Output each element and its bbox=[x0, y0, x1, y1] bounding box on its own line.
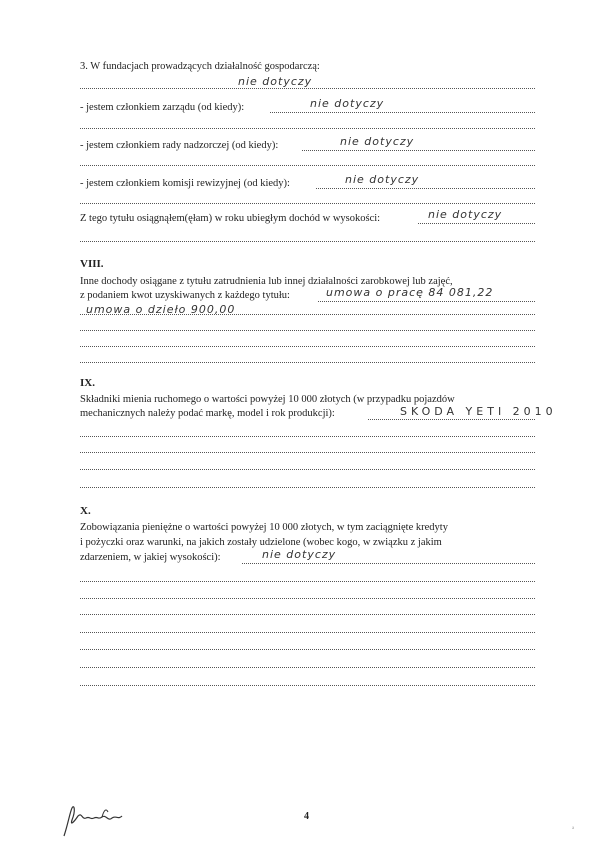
section8-line1: Inne dochody osiągane z tytułu zatrudnienia lub innej działalności zarobkowej lub zajęć, bbox=[80, 276, 453, 287]
dotted-line bbox=[80, 165, 535, 166]
supervisory-board-leader bbox=[302, 150, 535, 151]
section9-answer: SKODA YETI 2010 bbox=[400, 405, 557, 418]
section10-leader bbox=[242, 563, 535, 564]
dotted-line bbox=[80, 614, 535, 615]
dotted-line bbox=[80, 649, 535, 650]
board-member-label: - jestem członkiem zarządu (od kiedy): bbox=[80, 102, 245, 113]
board-member-leader bbox=[270, 112, 535, 113]
income-answer: nie dotyczy bbox=[428, 208, 503, 221]
section3-title: 3. W fundacjach prowadzących działalność gospodarczą: bbox=[80, 61, 320, 72]
section8-heading: VIII. bbox=[80, 258, 104, 270]
dotted-line bbox=[80, 685, 535, 686]
dotted-line bbox=[80, 598, 535, 599]
income-label: Z tego tytułu osiągnąłem(ęłam) w roku ubiegłym dochód w wysokości: bbox=[80, 213, 381, 224]
audit-committee-label: - jestem członkiem komisji rewizyjnej (od kiedy): bbox=[80, 178, 290, 189]
section8-answer2: umowa o dzieło 900,00 bbox=[86, 303, 236, 316]
section9-heading: IX. bbox=[80, 377, 95, 389]
section10-heading: X. bbox=[80, 505, 91, 517]
section8-leader bbox=[318, 301, 535, 302]
dotted-line bbox=[80, 436, 535, 437]
page-number: 4 bbox=[304, 811, 309, 822]
supervisory-board-label: - jestem członkiem rady nadzorczej (od kiedy): bbox=[80, 140, 279, 151]
dotted-line bbox=[80, 128, 535, 129]
section8-line2: z podaniem kwot uzyskiwanych z każdego tytułu: bbox=[80, 290, 290, 301]
dotted-line bbox=[80, 314, 535, 315]
section10-line1: Zobowiązania pieniężne o wartości powyżej 10 000 złotych, w tym zaciągnięte kredyty bbox=[80, 522, 448, 533]
section9-leader bbox=[368, 419, 535, 420]
section10-answer: nie dotyczy bbox=[262, 548, 337, 561]
audit-committee-leader bbox=[316, 188, 535, 189]
income-leader bbox=[418, 223, 535, 224]
section3-title-answer: nie dotyczy bbox=[238, 75, 313, 88]
dotted-line bbox=[80, 203, 535, 204]
dotted-line bbox=[80, 581, 535, 582]
section10-line2: i pożyczki oraz warunki, na jakich zostały udzielone (wobec kogo, w związku z jakim bbox=[80, 537, 442, 548]
dotted-line bbox=[80, 241, 535, 242]
scan-mark: ᵃ bbox=[572, 824, 575, 833]
dotted-line bbox=[80, 632, 535, 633]
dotted-line bbox=[80, 469, 535, 470]
section9-line2: mechanicznych należy podać markę, model i rok produkcji): bbox=[80, 408, 335, 419]
dotted-line bbox=[80, 362, 535, 363]
dotted-line bbox=[80, 667, 535, 668]
supervisory-board-answer: nie dotyczy bbox=[340, 135, 415, 148]
section9-line1: Składniki mienia ruchomego o wartości powyżej 10 000 złotych (w przypadku pojazdów bbox=[80, 394, 455, 405]
board-member-answer: nie dotyczy bbox=[310, 97, 385, 110]
audit-committee-answer: nie dotyczy bbox=[345, 173, 420, 186]
dotted-line bbox=[80, 487, 535, 488]
signature bbox=[58, 800, 128, 840]
dotted-line bbox=[80, 88, 535, 89]
dotted-line bbox=[80, 346, 535, 347]
section10-line3: zdarzeniem, w jakiej wysokości): bbox=[80, 552, 221, 563]
dotted-line bbox=[80, 452, 535, 453]
dotted-line bbox=[80, 330, 535, 331]
section8-answer1: umowa o pracę 84 081,22 bbox=[326, 286, 494, 299]
